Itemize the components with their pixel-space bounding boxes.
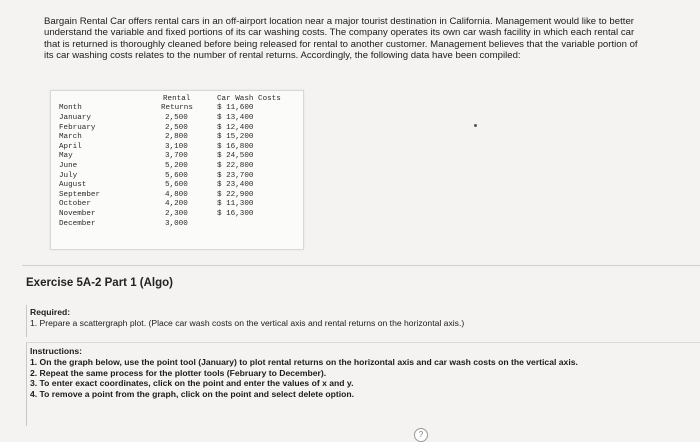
- intro-paragraph: Bargain Rental Car offers rental cars in an off-airport location near a major tourist destination in California. Management would like to better understand the variable and fixed portions of its car washing costs. The company operates its own car wash facility in which each rental car that is returned is thoroughly cleaned before being released for rental to another customer. Management believes that the variable portion of its car washing costs relates to the number of rental returns. Accordingly, the following data have been compiled:: [44, 16, 638, 61]
- table-cell-month: December: [59, 219, 96, 228]
- table-cell-cost: $ 11,300: [217, 200, 254, 209]
- instruction-item: 3. To enter exact coordinates, click on the point and enter the values of x and y.: [30, 378, 354, 389]
- table-cell-returns: 5,600: [165, 181, 188, 190]
- returns-column: [159, 95, 205, 229]
- month-column: [59, 95, 139, 229]
- instruction-item: 1. On the graph below, use the point tool (January) to plot rental returns on the horizontal axis and car wash costs on the vertical axis.: [30, 356, 578, 367]
- returns-header-bottom: Returns: [161, 104, 193, 113]
- table-cell-returns: 2,800: [165, 133, 188, 142]
- stray-dot: [474, 124, 477, 127]
- table-cell-month: April: [59, 142, 82, 151]
- table-cell-month: March: [59, 133, 82, 142]
- required-label: Required:: [30, 307, 71, 317]
- returns-header-top: Rental: [163, 94, 191, 103]
- table-cell-month: July: [59, 171, 78, 180]
- exercise-title: Exercise 5A-2 Part 1 (Algo): [26, 277, 174, 289]
- instructions-label: Instructions:: [30, 346, 83, 356]
- instructions-section: [26, 342, 700, 426]
- section-divider: [22, 265, 700, 266]
- table-cell-returns: 3,000: [165, 219, 188, 228]
- table-cell-month: May: [59, 152, 73, 161]
- table-cell-cost: $ 23,700: [217, 171, 254, 180]
- instruction-item: 4. To remove a point from the graph, click on the point and select delete option.: [30, 389, 355, 400]
- table-cell-returns: 2,300: [165, 209, 188, 218]
- table-cell-month: August: [59, 181, 87, 190]
- table-cell-cost: $ 16,800: [217, 142, 254, 151]
- table-cell-returns: 2,500: [165, 123, 188, 132]
- problem-intro: [44, 16, 644, 61]
- table-cell-returns: 2,500: [165, 114, 188, 122]
- cost-column: [217, 95, 297, 220]
- table-cell-cost: $ 16,300: [217, 209, 254, 218]
- table-cell-month: February: [59, 123, 96, 132]
- table-cell-returns: 4,200: [165, 200, 188, 209]
- table-cell-cost: $ 15,200: [217, 133, 254, 142]
- table-cell-month: September: [59, 190, 101, 199]
- table-cell-returns: 4,800: [165, 190, 188, 199]
- table-cell-month: October: [59, 200, 91, 209]
- cost-header: Car Wash Costs: [217, 94, 281, 103]
- required-section: [26, 305, 700, 337]
- table-cell-cost: $ 12,400: [217, 123, 254, 132]
- table-cell-returns: 5,200: [165, 161, 188, 170]
- table-cell-month: June: [59, 161, 78, 170]
- table-cell-month: November: [59, 209, 96, 218]
- data-table: [50, 90, 304, 250]
- table-cell-cost: $ 22,800: [217, 161, 254, 170]
- instruction-item: 2. Repeat the same process for the plotter tools (February to December).: [30, 367, 327, 378]
- table-cell-cost: $ 24,500: [217, 152, 254, 161]
- table-cell-returns: 3,100: [165, 142, 188, 151]
- table-cell-cost: $ 23,400: [217, 181, 254, 190]
- table-cell-returns: 3,700: [165, 152, 188, 161]
- month-header: Month: [59, 104, 82, 113]
- table-cell-cost: $ 13,400: [217, 114, 254, 122]
- help-circle-icon[interactable]: ?: [414, 428, 428, 442]
- table-cell-returns: 5,600: [165, 171, 188, 180]
- table-cell-cost: $ 11,600: [217, 104, 254, 113]
- table-cell-cost: $ 22,900: [217, 190, 254, 199]
- table-cell-month: January: [59, 114, 91, 122]
- required-text: 1. Prepare a scattergraph plot. (Place car wash costs on the vertical axis and rental returns on the horizontal axis.): [30, 318, 465, 328]
